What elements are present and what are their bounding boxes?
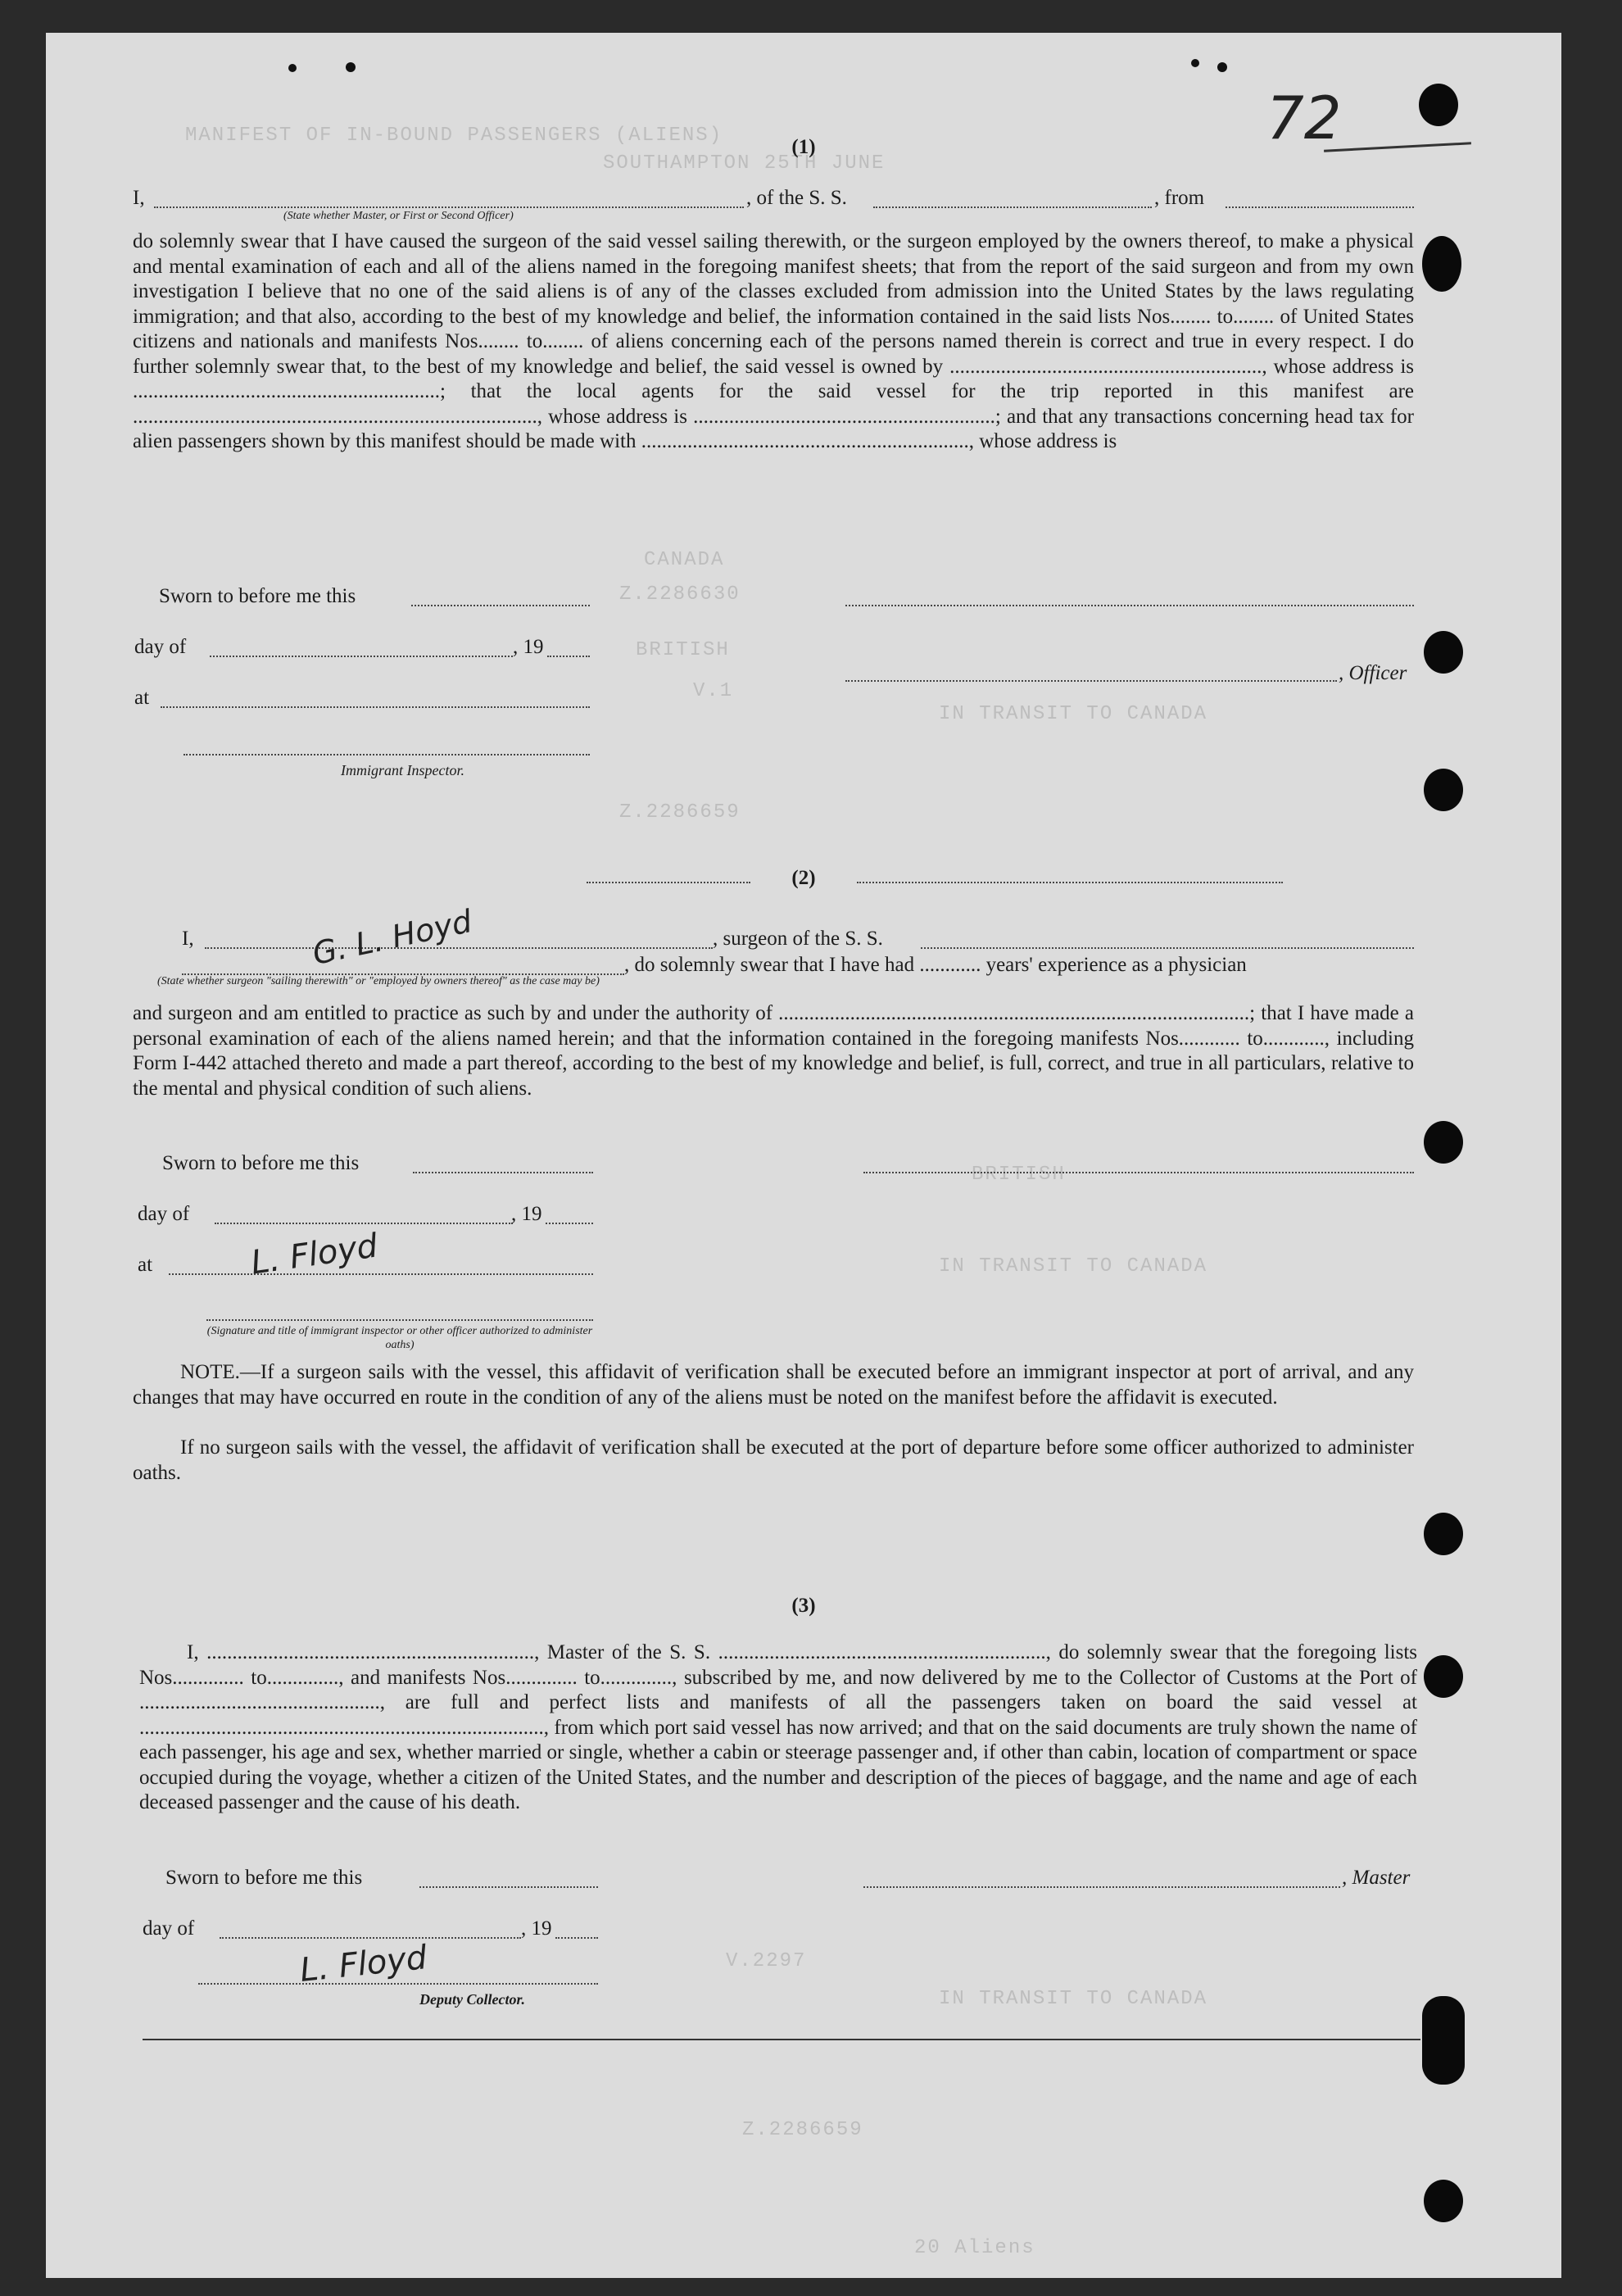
section-1-oath-text: do solemnly swear that I have caused the surgeon of the said vessel sailing therewith, or the surgeon employed by the owners thereof, to make a physical and mental examination of each and all of the aliens named in the foregoing manifest sheets; that from the report of the said surgeon and from my own investigation I believe that no one of the said aliens is of any of the classes excluded from admission into the United States by the laws regulating immigration; and that also, according to the best of my knowledge and belief, the information contained in the said lists Nos........ to........ of United States citizens and nationals and manifests Nos........ to........ of aliens concerning each of the persons named therein is correct and true in every respect. I do further solemnly swear that, to the best of my knowledge and belief, the said vessel is owned by ............................................................., whose address is ............................................................; that the local agents for the said vessel for the trip reported in this manifest are ..............................................................................., whose address is ...........................................................; and that any transactions concerning head tax for alien passengers shown by this manifest should be made with ................................................................, whose address is xyxy=(133,230,1414,452)
section-1-heading: (1) xyxy=(791,136,816,158)
section-1-i-label: I, xyxy=(133,187,145,209)
collector-handwritten-signature: L. Floyd xyxy=(298,1939,429,1990)
ink-dot xyxy=(1191,59,1199,67)
ink-dot xyxy=(1217,62,1227,72)
section-1-inspector-caption: Immigrant Inspector. xyxy=(341,762,464,778)
section-2-surgeon-label: , surgeon of the S. S. xyxy=(713,928,883,950)
bleed-through-text: Z.2286659 xyxy=(742,2119,863,2141)
bleed-through-text: CANADA xyxy=(644,549,725,571)
section-2-at-field xyxy=(169,1273,593,1275)
section-3-oath-text: I, ................................................................, Master of the S. S. ................................................................, do solemnly swear that the foregoing lists Nos.............. to.............., and manifests Nos.............. to.............., subscribed by me, and now delivered by me to the Collector of Customs at the Port of ..............................................., are full and perfect lists and manifests of all the passengers taken on board the said vessel at ..............................................................................., from which port said vessel has now arrived; and that on the said documents are truly shown the name of each passenger, his age and sex, whether married or single, whether a cabin or steerage passenger and, if other than cabin, location of compartment or space occupied during the voyage, whether a citizen of the United States, and the number and description of the pieces of baggage, and the name and age of each deceased passenger and the cause of his death. xyxy=(139,1641,1417,1813)
collector-signature-line xyxy=(198,1983,598,1985)
manifest-page xyxy=(46,33,1561,2278)
section-1-sworn-label: Sworn to before me this xyxy=(159,585,356,607)
section-3-year-field xyxy=(555,1937,598,1939)
section-2-note-2: If no surgeon sails with the vessel, the affidavit of verification shall be executed at the port of departure before some officer authorized to administer oaths. xyxy=(133,1436,1414,1484)
master-signature-line xyxy=(863,1886,1340,1888)
section-2-sworn-field xyxy=(413,1172,593,1173)
punch-hole xyxy=(1422,1996,1465,2085)
bleed-through-text: IN TRANSIT TO CANADA xyxy=(939,1988,1208,2010)
punch-hole xyxy=(1424,631,1463,674)
bleed-through-header: MANIFEST OF IN-BOUND PASSENGERS (ALIENS) xyxy=(185,125,723,147)
section-2-day-field xyxy=(215,1223,513,1224)
punch-hole xyxy=(1419,84,1458,126)
surgeon-handwritten-signature: G. L. Hoyd xyxy=(309,902,475,973)
port-from-field xyxy=(1226,206,1414,208)
surgeon-name-field xyxy=(205,947,713,949)
section-2-experience-line: , do solemnly swear that I have had ............ years' experience as a physician xyxy=(624,954,1247,976)
punch-hole xyxy=(1424,1513,1463,1555)
punch-hole xyxy=(1422,236,1461,292)
section-2-year-field xyxy=(546,1223,593,1224)
punch-hole xyxy=(1424,2180,1463,2222)
bottom-rule xyxy=(143,2039,1420,2040)
page-number: 72 xyxy=(1266,84,1342,152)
bleed-through-text: 20 Aliens xyxy=(914,2237,1035,2259)
bleed-through-subheader: SOUTHAMPTON 25TH JUNE xyxy=(603,152,886,175)
master-label: , Master xyxy=(1342,1867,1411,1889)
vessel-name-field xyxy=(873,206,1152,208)
punch-hole xyxy=(1424,769,1463,811)
section-3-sworn-label: Sworn to before me this xyxy=(165,1867,363,1889)
section-2-sworn-label: Sworn to before me this xyxy=(162,1152,360,1174)
section-3-year-label: , 19 xyxy=(521,1917,552,1940)
officer-signature-line-1 xyxy=(845,605,1414,606)
punch-hole xyxy=(1424,1121,1463,1164)
master-name-field xyxy=(154,206,744,208)
section-2-heading: (2) xyxy=(791,867,816,889)
section-3-day-field xyxy=(220,1937,521,1939)
section-1-at-field xyxy=(161,706,590,708)
section-1-from-label: , from xyxy=(1154,187,1205,209)
section-1-sworn-field xyxy=(411,605,590,606)
section-1-at-label: at xyxy=(134,687,150,709)
collector-label: Deputy Collector. xyxy=(419,1991,525,2008)
section-1-day-field xyxy=(210,656,513,657)
section-1-year-label: , 19 xyxy=(513,636,544,658)
bleed-through-text: Z.2286630 xyxy=(619,583,741,606)
section-3-heading: (3) xyxy=(791,1595,816,1617)
section-2-at-handwriting: L. Floyd xyxy=(248,1227,380,1282)
section-3-day-label: day of xyxy=(143,1917,195,1940)
section-1-caption: (State whether Master, or First or Second Officer) xyxy=(283,210,514,222)
section-3-sworn-field xyxy=(419,1886,598,1888)
section-2-caption: (State whether surgeon "sailing therewith" or "employed by owners thereof" as the case may be) xyxy=(157,975,600,987)
section-2-oath-text: and surgeon and am entitled to practice as such by and under the authority of ............................................................................................; that I have made a personal examination of each of the aliens named herein; and that the information contained in the foregoing manifests Nos............ to............, including Form I-442 attached thereto and made a part thereof, according to the best of my knowledge and belief, is full, correct, and true in all particulars, relative to the mental and physical condition of such aliens. xyxy=(133,1002,1414,1100)
ink-dot xyxy=(346,62,356,72)
section-1-ss-label: , of the S. S. xyxy=(746,187,847,209)
section-1-inspector-signature-line xyxy=(183,754,590,756)
officer-signature-line-2 xyxy=(845,680,1337,682)
bleed-through-text: IN TRANSIT TO CANADA xyxy=(939,1255,1208,1277)
note-text: —If a surgeon sails with the vessel, this affidavit of verification shall be executed before an immigrant inspector at port of arrival, and any changes that may have occurred en route in the condition of any of the aliens must be noted on the manifest before the affidavit is executed. xyxy=(133,1361,1414,1409)
bleed-through-text: V.2297 xyxy=(726,1950,807,1972)
bleed-through-text: Z.2286659 xyxy=(619,801,741,824)
bleed-through-text: IN TRANSIT TO CANADA xyxy=(939,703,1208,725)
officer-label: , Officer xyxy=(1339,662,1407,684)
section-1-day-label: day of xyxy=(134,636,187,658)
section-2-year-label: , 19 xyxy=(511,1203,542,1225)
section-2-day-label: day of xyxy=(138,1203,190,1225)
section-2-at-label: at xyxy=(138,1254,153,1276)
surgeon-signature-line xyxy=(863,1172,1414,1173)
section-2-i-label: I, xyxy=(182,928,194,950)
bleed-through-text: BRITISH xyxy=(636,639,730,661)
section-2-signature-caption: (Signature and title of immigrant inspector or other officer authorized to administer oaths) xyxy=(206,1325,593,1351)
bleed-through-text: BRITISH xyxy=(972,1164,1066,1186)
section-2-note xyxy=(133,1360,1414,1410)
section-2-vessel-field xyxy=(921,947,1414,949)
ink-dot xyxy=(288,64,297,72)
section-1-year-field xyxy=(547,656,590,657)
bleed-through-text: V.1 xyxy=(693,680,734,702)
note-label: NOTE. xyxy=(180,1361,240,1383)
section-2-inspector-signature-line xyxy=(206,1319,593,1321)
punch-hole xyxy=(1424,1655,1463,1698)
